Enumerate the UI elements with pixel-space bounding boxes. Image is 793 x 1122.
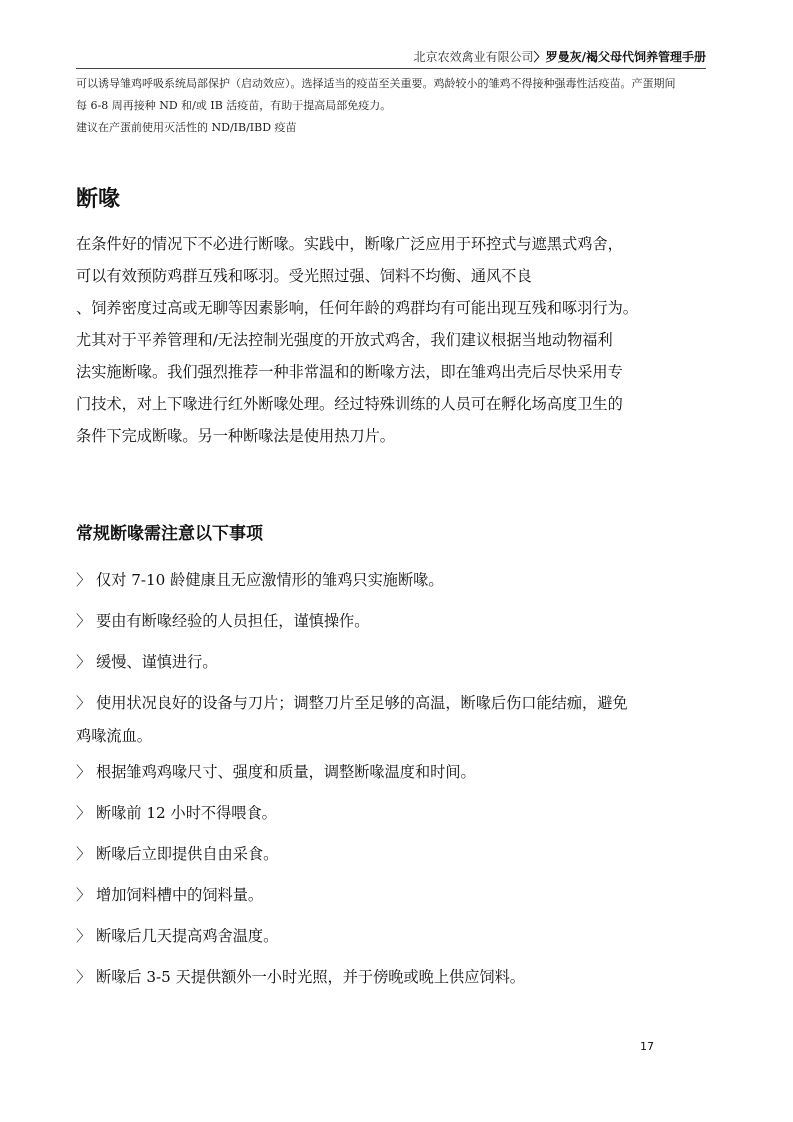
list-item-text: 增加饲料槽中的饲料量。 [96, 886, 264, 904]
precautions-list [76, 560, 746, 998]
list-item [76, 642, 746, 683]
section-paragraph [76, 228, 736, 452]
list-item-text: 使用状况良好的设备与刀片；调整刀片至足够的高温，断喙后伤口能结痂，避免 [96, 694, 628, 712]
header-separator: 〉 [533, 50, 546, 64]
paragraph-line: 法实施断喙。我们强烈推荐一种非常温和的断喙方法，即在雏鸡出壳后尽快采用专 [76, 363, 623, 381]
paragraph-line: 门技术，对上下喙进行红外断喙处理。经过特殊训练的人员可在孵化场高度卫生的 [76, 395, 623, 413]
list-item-text: 断喙前 12 小时不得喂食。 [96, 804, 277, 822]
list-item-text: 断喙后立即提供自由采食。 [96, 845, 279, 863]
bullet-marker: 〉 [76, 968, 92, 986]
page-number: 17 [640, 1040, 654, 1053]
bullet-marker: 〉 [76, 763, 92, 781]
list-item [76, 834, 746, 875]
bullet-marker: 〉 [76, 612, 92, 630]
paragraph-line: 尤其对于平养管理和/无法控制光强度的开放式鸡舍，我们建议根据当地动物福利 [76, 331, 613, 349]
intro-line-2: 每 6-8 周再接种 ND 和/或 IB 活疫苗，有助于提高局部免疫力。 [76, 99, 392, 112]
bullet-marker: 〉 [76, 927, 92, 945]
section-subtitle: 常规断喙需注意以下事项 [76, 524, 263, 544]
intro-line-1: 可以诱导雏鸡呼吸系统局部保护（启动效应）。选择适当的疫苗至关重要。鸡龄较小的雏鸡不得接种强毒性活疫苗。产蛋期间 [76, 77, 676, 90]
list-item-text: 断喙后 3-5 天提供额外一小时光照，并于傍晚或晚上供应饲料。 [96, 968, 525, 986]
list-item-text: 断喙后几天提高鸡舍温度。 [96, 927, 279, 945]
list-item [76, 957, 746, 998]
list-item [76, 916, 746, 957]
page-header [76, 46, 706, 69]
bullet-marker: 〉 [76, 804, 92, 822]
list-item [76, 683, 746, 752]
header-company: 北京农效禽业有限公司 [413, 50, 534, 64]
list-item-continuation: 鸡喙流血。 [76, 727, 152, 745]
paragraph-line: 、饲养密度过高或无聊等因素影响，任何年龄的鸡群均有可能出现互残和啄羽行为。 [76, 299, 638, 317]
header-manual-title: 罗曼灰/褐父母代饲养管理手册 [545, 50, 706, 64]
list-item-text: 仅对 7-10 龄健康且无应激情形的雏鸡只实施断喙。 [96, 571, 444, 589]
list-item [76, 560, 746, 601]
list-item [76, 752, 746, 793]
intro-line-3: 建议在产蛋前使用灭活性的 ND/IB/IBD 疫苗 [76, 121, 297, 134]
paragraph-line: 在条件好的情况下不必进行断喙。实践中，断喙广泛应用于环控式与遮黑式鸡舍， [76, 235, 623, 253]
paragraph-line: 条件下完成断喙。另一种断喙法是使用热刀片。 [76, 427, 395, 445]
list-item-text: 根据雏鸡鸡喙尺寸、强度和质量，调整断喙温度和时间。 [96, 763, 476, 781]
bullet-marker: 〉 [76, 571, 92, 589]
bullet-marker: 〉 [76, 694, 92, 712]
list-item-text: 要由有断喙经验的人员担任，谨慎操作。 [96, 612, 370, 630]
section-title: 断喙 [76, 187, 121, 212]
list-item [76, 793, 746, 834]
bullet-marker: 〉 [76, 653, 92, 671]
bullet-marker: 〉 [76, 886, 92, 904]
list-item [76, 875, 746, 916]
list-item [76, 601, 746, 642]
bullet-marker: 〉 [76, 845, 92, 863]
paragraph-line: 可以有效预防鸡群互残和啄羽。受光照过强、饲料不均衡、通风不良 [76, 267, 532, 285]
list-item-text: 缓慢、谨慎进行。 [96, 653, 218, 671]
